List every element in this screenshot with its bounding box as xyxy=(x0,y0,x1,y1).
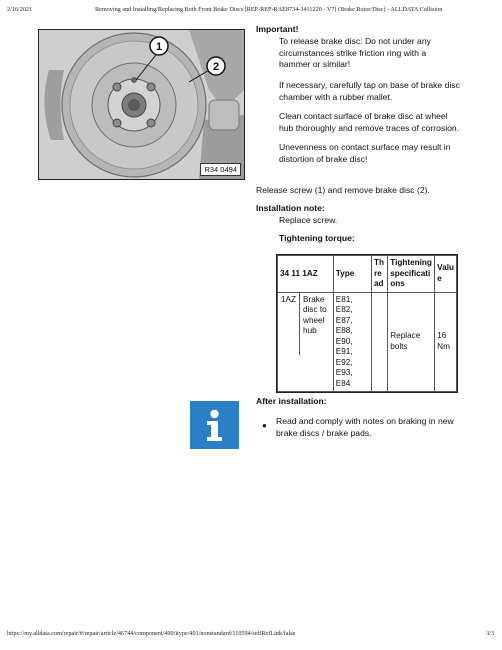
header-text: ons xyxy=(390,279,405,288)
text-line: hub xyxy=(303,326,317,335)
header-text: Tightening xyxy=(390,258,432,267)
part-description xyxy=(300,293,330,355)
part-code: 1AZ xyxy=(278,293,300,355)
text-line: chamber with a rubber mallet. xyxy=(279,91,393,102)
text-line: bolts xyxy=(390,341,408,351)
text-line: hub thoroughly and remove traces of corrosion. xyxy=(279,122,460,133)
callout-1-label: 1 xyxy=(155,41,163,53)
important-paragraph-3 xyxy=(279,111,459,134)
text-line: disc to xyxy=(303,305,327,314)
important-heading: Important! xyxy=(256,24,299,34)
header-text: ad xyxy=(373,279,384,288)
header-cell: Type xyxy=(333,256,371,293)
text-line: E90, E91, xyxy=(335,336,353,356)
important-paragraph-4 xyxy=(279,142,451,165)
brake-disc-figure xyxy=(38,29,245,180)
header-cell xyxy=(435,256,457,293)
torque-heading: Tightening torque: xyxy=(279,233,355,243)
text-line: E84 xyxy=(335,378,351,388)
info-icon xyxy=(190,401,239,449)
text-line: brake discs / brake pads. xyxy=(276,427,372,438)
table-header-row xyxy=(278,256,457,293)
text-line: distortion of brake disc! xyxy=(279,153,368,164)
text-line: Unevenness on contact surface may result in xyxy=(279,142,451,152)
page-number: 3/3 xyxy=(486,630,494,637)
print-title: Removing and Installing/Replacing Both Front Brake Discs [REP-REP-RAE8734-3411220 - V7] (Brake Rotor/Disc) - ALLDATA Collision xyxy=(95,6,443,13)
text-line: Brake xyxy=(303,294,325,304)
text-line: E92, E93, xyxy=(335,357,353,377)
text-line: If necessary, carefully tap on base of brake disc xyxy=(279,80,460,90)
text-line: Nm xyxy=(437,341,450,351)
header-cell xyxy=(371,256,387,293)
text-line: E81, E82, xyxy=(335,294,353,314)
after-installation-item xyxy=(276,416,454,439)
header-text: Th xyxy=(373,258,384,267)
header-cell xyxy=(388,256,435,293)
print-url: https://my.alldata.com/repair/#/repair/article/46744/component/490/itype/401/nonstandard/110594/selfRefLink/false xyxy=(7,630,296,637)
print-date: 2/16/2021 xyxy=(7,6,33,13)
installation-heading: Installation note: xyxy=(256,203,325,213)
header-text: re xyxy=(373,268,382,278)
bullet-dot: ● xyxy=(262,421,267,430)
header-text: specificati xyxy=(390,268,431,278)
text-line: Replace xyxy=(390,331,421,341)
removal-step: Release screw (1) and remove brake disc (2). xyxy=(256,185,430,195)
after-installation-heading: After installation: xyxy=(256,396,327,406)
text-line: E87, E88, xyxy=(335,315,353,335)
type-cell xyxy=(333,292,371,392)
header-text: Valu xyxy=(437,263,454,273)
value-cell xyxy=(435,292,457,392)
important-paragraph-2 xyxy=(279,80,460,103)
figure-code: R34 0494 xyxy=(200,163,241,176)
code-cell xyxy=(278,292,334,392)
brake-disc-illustration xyxy=(39,30,244,179)
text-line: hammer or similar! xyxy=(279,59,351,69)
thread-cell xyxy=(371,292,387,392)
header-cell: 34 11 1AZ xyxy=(278,256,334,293)
important-paragraph-1 xyxy=(279,36,431,71)
text-line: Read and comply with notes on braking in new xyxy=(276,416,454,426)
text-line: To release brake disc: Do not under any xyxy=(279,36,431,46)
header-text: e xyxy=(437,273,442,283)
installation-text: Replace screw. xyxy=(279,215,338,225)
text-line: Clean contact surface of brake disc at wheel xyxy=(279,111,448,121)
text-line: wheel xyxy=(303,315,325,325)
spec-cell xyxy=(388,292,435,392)
table-row xyxy=(278,292,457,392)
text-line: circumstances strike friction ring with a xyxy=(279,47,427,58)
torque-table xyxy=(276,254,458,393)
text-line: 16 xyxy=(437,331,447,341)
callout-2-label: 2 xyxy=(212,61,220,73)
